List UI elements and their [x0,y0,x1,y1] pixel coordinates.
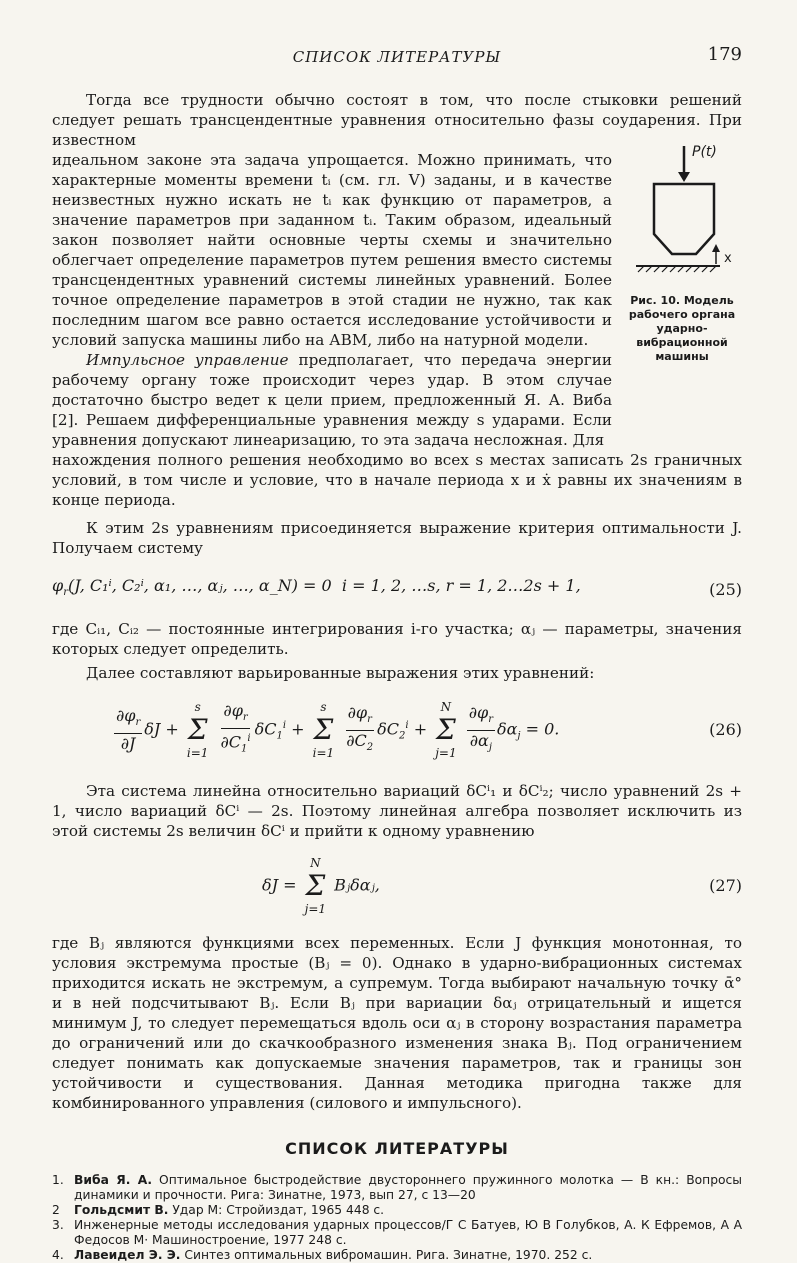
figure-caption: Рис. 10. Модель рабочего органа ударно-вибрационной машины [628,294,736,363]
impulse-control-term: Импульсное управление [86,351,289,369]
page-header [52,44,742,70]
reference-item: 4. Лавеидел Э. Э. Синтез оптимальных вибромашин. Рига. Зинатне, 1970. 252 с. [52,1248,593,1263]
reference-item: 1. Виба Я. А. Оптимальное быстродействие двустороннего пружинного молотка — В кн.: Вопросы динамики и прочности. Рига: Зинатне, 1973, вып 27, с 13—20 [52,1173,743,1203]
paragraph-6: Эта система линейна относительно вариаций δCⁱ₁ и δCⁱ₂; число уравнений 2s + 1, число вариаций δCⁱ — 2s. Поэтому линейная алгебра позволяет исключить из этой системы 2s величин δCⁱ и прийти к одному уравнению [52,782,742,841]
references-title: СПИСОК ЛИТЕРАТУРЫ [285,1139,509,1159]
page-number: 179 [707,44,742,65]
references-list [52,1173,742,1263]
reference-item: 3. Инженерные методы исследования ударных процессов/Г С Батуев, Ю В Голубков, А. К Ефремов, А А Федосов М· Машиностроение, 1977 248 с. [52,1218,742,1248]
paragraph-1b: идеальном законе эта задача упрощается. Можно принимать, что характерные моменты времени tᵢ (см. гл. V) заданы, и в качестве неизвестных нужно искать не tᵢ как функцию от параметров, а значение параметров при заданном tᵢ. Таким образом, идеальный закон позволяет найти основные черты схемы и значительно облегчает определение параметров путем решения вместо системы трансцендентных уравнений системы линейных уравнений. Более точное определение параметров в этой стадии не нужно, так как последним шагом все равно остается исследование устойчивости и условий запуска машины либо на АВМ, либо на натурной модели. [52,151,612,349]
equation-25-number: (25) [709,579,742,599]
paragraph-7: где Bⱼ являются функциями всех переменных. Если J функция монотонная, то условия экстремума простые (Bⱼ = 0). Однако в ударно-вибрационных системах приходится искать не экстремум, а супремум. Тогда выбирают начальную точку ᾱ° и в ней подсчитывают Bⱼ. Если Bⱼ при вариации δαⱼ отрицательный и ищется минимум J, то следует перемещаться вдоль оси αⱼ в сторону возрастания параметра до ограничений или до скачкообразного изменения знака Bⱼ. Под ограничением следует понимать как допускаемые значения параметров, так и границы зон устойчивости и существования. Данная методика пригодна также для комбинированного управления (силового и импульсного). [52,934,742,1113]
paragraph-2a [52,350,612,450]
paragraph-3: К этим 2s уравнениям присоединяется выражение критерия оптимальности J. Получаем систему [52,519,742,557]
paragraph-4: где Cᵢ₁, Cᵢ₂ — постоянные интегрирования i-го участка; αⱼ — параметры, значения которых следует определить. [52,620,742,659]
equation-25-formula: $\varphi_r(J$, C₁ⁱ, C₂ⁱ, α₁, …, αⱼ, …, α_N) = 0 i = 1, 2, …s, r = 1, 2…2s + 1, [52,576,581,599]
book-page [52,0,743,1263]
equation-27 [52,853,742,919]
equation-26-number: (26) [709,720,742,740]
reference-item: 2 Гольдсмит В. Удар М: Стройиздат, 1965 448 с. [52,1203,385,1218]
x-label: x [724,251,732,266]
text-body [52,90,742,1263]
paragraph-2b: нахождения полного решения необходимо во всех s местах записать 2s граничных условий, в том числе и условие, что в начале периода x и ẋ равны их значениям в конце периода. [52,451,742,509]
equation-26-formula: $\frac{\partial\varphi_r}{\partial J}$ δJ + s Σ i=1 $\frac{\partial\varphi_r}{\partial C_1^i}$ $\delta C_1^i$ + s Σ i=1 $\frac{\partial\varphi_r}{\partial C_2}$ $\delta C_2^i$ + N Σ j=1 $\frac{\partial\varphi_r}{\partial\alpha_j}$ $\delta\alpha_j = 0$. [116,700,560,761]
equation-27-number: (27) [709,876,742,896]
paragraph-1a: Тогда все трудности обычно состоят в том, что после стыковки решений следует решать трансцендентные уравнения относительно фазы соударения. При известном [52,91,742,149]
equation-26 [112,697,742,763]
equation-27-formula: δJ = N Σ j=1 Bⱼδαⱼ, [262,856,380,917]
running-title: СПИСОК ЛИТЕРАТУРЫ [292,48,502,66]
force-label: P(t) [692,144,717,160]
paragraph-2a-text: предполагает, что передача энергии рабочему органу тоже происходит через удар. В этом случае достаточно быстро ведет к цели прием, предложенный Я. А. Виба [2]. Решаем дифференциальные уравнения между s ударами. Если уравнения допускают линеаризацию, то эта задача несложная. Для [52,351,612,449]
paragraph-5: Далее составляют варьированные выражения этих уравнений: [86,664,595,683]
equation-25 [52,576,742,603]
